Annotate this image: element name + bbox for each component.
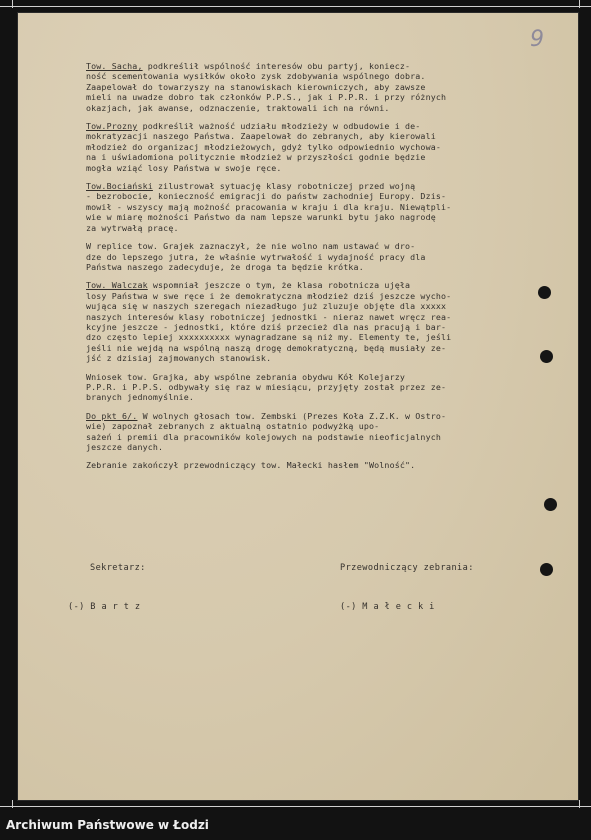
speaker-name: Tow. Walczak — [86, 280, 148, 291]
text-line — [86, 61, 578, 71]
frame-tick — [579, 0, 580, 8]
paragraph — [86, 61, 578, 113]
text-line: dze do lepszego jutra, że właśnie wytrwałość i wydajność pracy dla — [86, 251, 426, 262]
text-line: okazjach, jak awanse, odznaczenie, traktowali ich na równi. — [86, 102, 390, 113]
frame-tick — [12, 800, 13, 808]
text-line: jść z dzisiaj zajmowanych stanowisk. — [86, 353, 272, 364]
punch-hole — [538, 286, 551, 299]
text-line: sażeń i premii dla pracowników kolejowych na podstawie nieoficjalnych — [86, 431, 442, 442]
text-line: jeszcze danych. — [86, 442, 164, 452]
chair-name: (-) M a ł e c k i — [340, 602, 435, 612]
text-line: wująca się w naszych szeregach niezadługo już zluzuje objęte dla xxxxx — [86, 301, 447, 312]
secretary-label: Sekretarz: — [90, 563, 146, 573]
text-line: P.P.R. i P.P.S. odbywały się raz w miesiącu, przyjęty został przez ze- — [86, 381, 447, 392]
punch-hole — [540, 350, 553, 363]
text-line: Państwa naszego zadecyduje, że droga ta będzie krótka. — [86, 261, 364, 272]
paragraph — [86, 121, 578, 173]
text-line: losy Państwa w swe ręce i że demokratyczna młodzież dziś jeszcze wycho- — [86, 290, 452, 301]
line-text: podkreślił ważność udziału młodzieży w odbudowie i de- — [137, 121, 421, 132]
text-line: W replice tow. Grajek zaznaczył, że nie wolno nam ustawać w dro- — [86, 241, 416, 252]
text-line: Zaapelował do towarzyszy na stanowiskach kierowniczych, aby zawsze — [86, 81, 426, 92]
archive-name: Archiwum Państwowe w Łodzi — [6, 818, 209, 832]
text-line: branych jednomyślnie. — [86, 392, 195, 403]
chair-label: Przewodniczący zebrania: — [340, 563, 474, 573]
frame-tick — [12, 0, 13, 8]
archive-footer — [0, 812, 591, 840]
frame-bottom-line — [0, 806, 591, 807]
frame-top-line — [0, 6, 591, 7]
page-number: 9 — [530, 27, 544, 52]
text-line — [86, 280, 578, 290]
text-line: jeśli nie wejdą na wspólną naszą drogę demokratyczną, będą musiały ze- — [86, 342, 447, 353]
text-line: mieli na uwadze dobro tak członków P.P.S., jak i P.P.R. i przy różnych — [86, 92, 447, 103]
paragraph — [86, 372, 578, 403]
text-line: młodzież do organizacj młodzieżowych, gdyż tylko odpowiednio wychowa- — [86, 141, 442, 152]
speaker-name: Do pkt 6/. — [86, 410, 138, 421]
speaker-name: Tow. Sacha, — [86, 61, 143, 71]
frame-tick — [579, 800, 580, 808]
text-line: Zebranie zakończył przewodniczący tow. Małecki hasłem "Wolność". — [86, 460, 416, 471]
text-line: za wytrwałą pracę. — [86, 222, 179, 233]
text-line: - bezrobocie, konieczność emigracji do państw zachodniej Europy. Dzis- — [86, 191, 447, 202]
secretary-name: (-) B a r t z — [68, 602, 141, 612]
text-line: Wniosek tow. Grajka, aby wspólne zebrania obydwu Kół Kolejarzy — [86, 371, 405, 382]
punch-hole — [540, 563, 553, 576]
line-text: podkreślił wspólność interesów obu partyj, koniecz- — [142, 61, 411, 71]
text-line: na i uświadomiona politycznie młodzież w przyszłości godnie będzie — [86, 152, 426, 163]
text-line: mowił - wszyscy mają możność pracowania w kraju i dla kraju. Niewątpli- — [86, 201, 452, 212]
text-line: wie w miarę możności Państwo da nam lepsze warunki bytu jako nagrodę — [86, 212, 436, 223]
document-body — [86, 61, 578, 479]
line-text: W wolnych głosach tow. Zembski (Prezes Koła Z.Z.K. w Ostro- — [137, 410, 447, 421]
paragraph — [86, 181, 578, 233]
text-line: naszych interesów klasy robotniczej jednostki - nieraz nawet wręcz rea- — [86, 311, 452, 322]
text-line — [86, 121, 578, 131]
text-line — [86, 181, 578, 191]
text-line: ność scementowania wysiłków około zysk zdobywania wspólnego dobra. — [86, 71, 426, 82]
paragraph — [86, 460, 578, 470]
text-line: mogła wziąć losy Państwa w swoje ręce. — [86, 162, 282, 173]
text-line: dzo często lepiej xxxxxxxxxx wynagradzane są niż my. Elementy te, jeśli — [86, 332, 452, 343]
speaker-name: Tow.Bociański — [86, 181, 153, 192]
text-line: wie) zapoznał zebranych z aktualną ostatnio podwyżką upo- — [86, 421, 380, 432]
text-line: mokratyzacji naszego Państwa. Zaapelował do zebranych, aby kierowali — [86, 131, 436, 142]
punch-hole — [544, 498, 557, 511]
line-text: wspomniał jeszcze o tym, że klasa robotnicza ujęła — [147, 280, 411, 291]
text-line: kcyjne jeszcze - jednostki, które dziś przecież dla nas pracują i bar- — [86, 321, 447, 332]
speaker-name: Tow.Prozny — [86, 121, 138, 132]
paragraph — [86, 241, 578, 272]
paragraph — [86, 280, 578, 363]
text-line — [86, 411, 578, 421]
document-page — [18, 13, 578, 800]
paragraph — [86, 411, 578, 453]
line-text: zilustrował sytuację klasy robotniczej przed wojną — [152, 181, 416, 192]
